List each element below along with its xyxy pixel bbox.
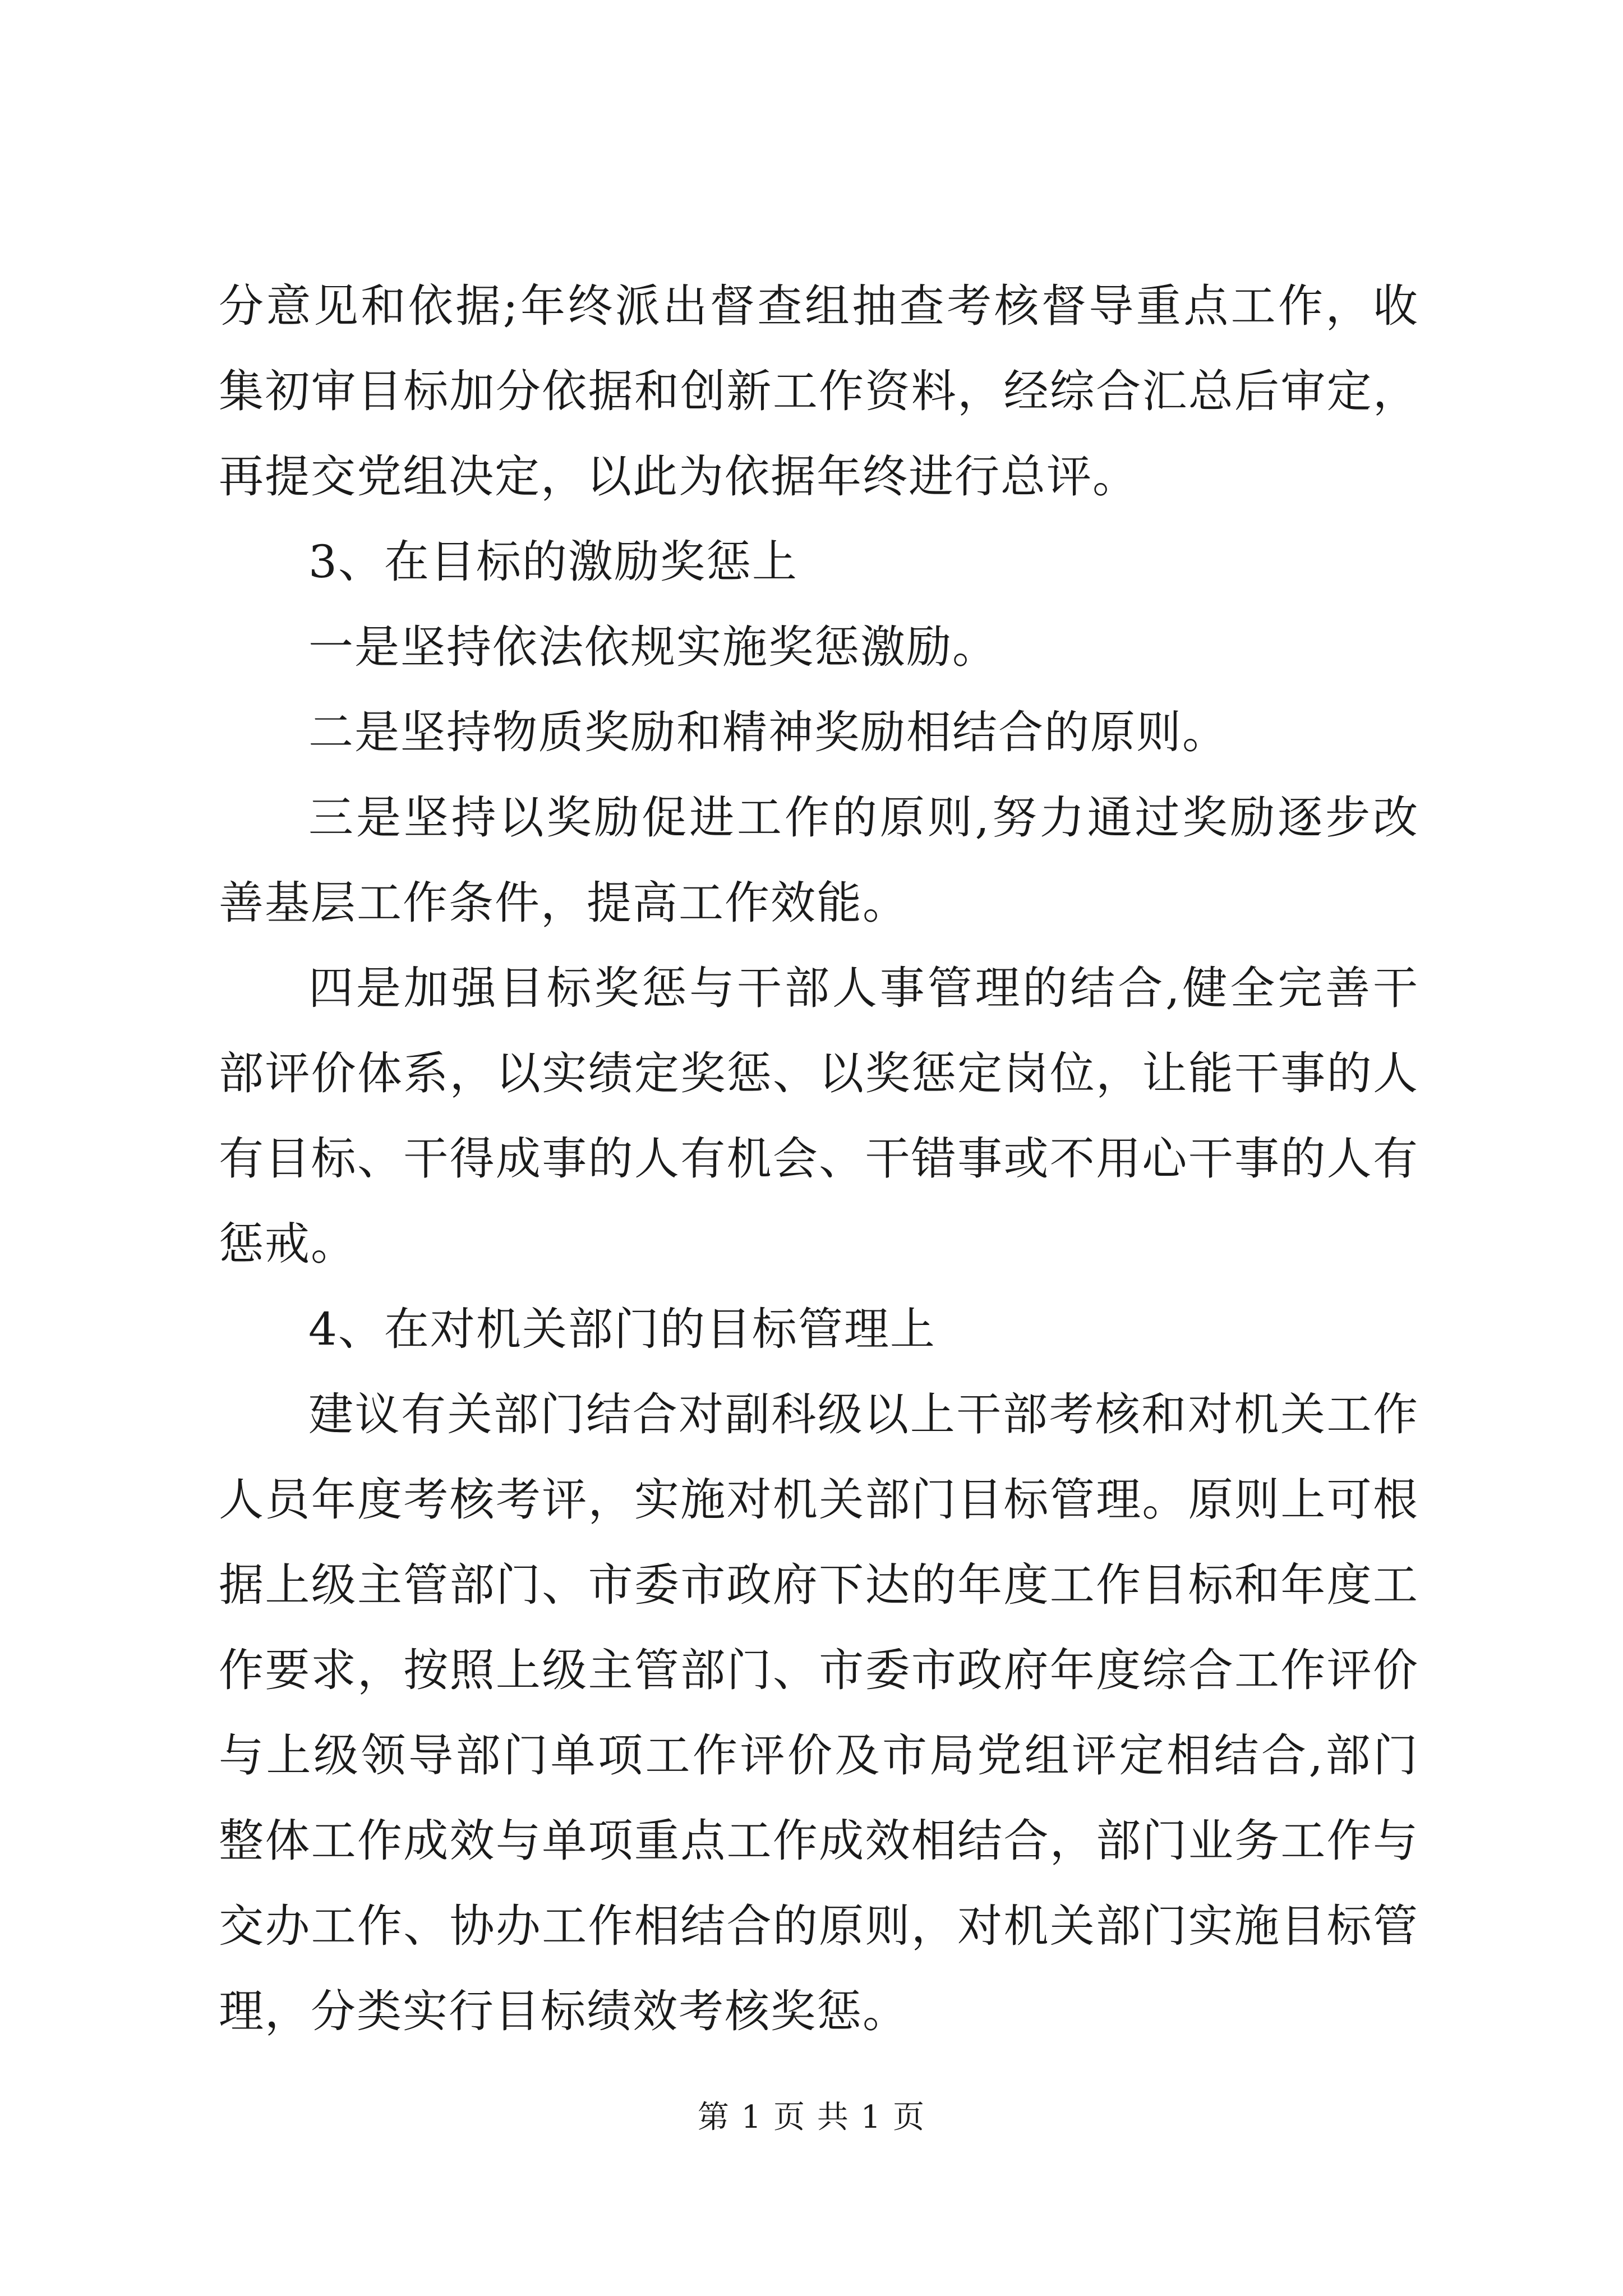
page-number-footer: 第 1 页 共 1 页 <box>697 2099 926 2136</box>
paragraph-recommendation: 建议有关部门结合对副科级以上干部考核和对机关工作人员年度考核考评，实施对机关部门目标管理。原则上可根据上级主管部门、市委市政府下达的年度工作目标和年度工作要求，按照上级主管部门、市委市政府年度综合工作评价与上级领导部门单项工作评价及市局党组评定相结合,部门整体工作成效与单项重点工作成效相结合，部门业务工作与交办工作、协办工作相结合的原则，对机关部门实施目标管理，分类实行目标绩效考核奖惩。 <box>219 1388 1419 2037</box>
paragraph-point-2: 二是坚持物质奖励和精神奖励相结合的原则。 <box>308 706 1228 758</box>
paragraph-point-3: 三是坚持以奖励促进工作的原则,努力通过奖励逐步改善基层工作条件，提高工作效能。 <box>219 792 1419 929</box>
section-heading-3: 3、在目标的激励奖惩上 <box>308 536 798 588</box>
paragraph-point-4: 四是加强目标奖惩与干部人事管理的结合,健全完善干部评价体系，以实绩定奖惩、以奖惩定岗位，让能干事的人有目标、干得成事的人有机会、干错事或不用心干事的人有惩戒。 <box>219 962 1419 1270</box>
paragraph-point-1: 一是坚持依法依规实施奖惩激励。 <box>308 621 998 673</box>
section-heading-4: 4、在对机关部门的目标管理上 <box>308 1303 936 1355</box>
document-body <box>219 264 1419 2054</box>
paragraph-continuation: 分意见和依据;年终派出督查组抽查考核督导重点工作，收集初审目标加分依据和创新工作资料，经综合汇总后审定，再提交党组决定，以此为依据年终进行总评。 <box>219 280 1419 503</box>
